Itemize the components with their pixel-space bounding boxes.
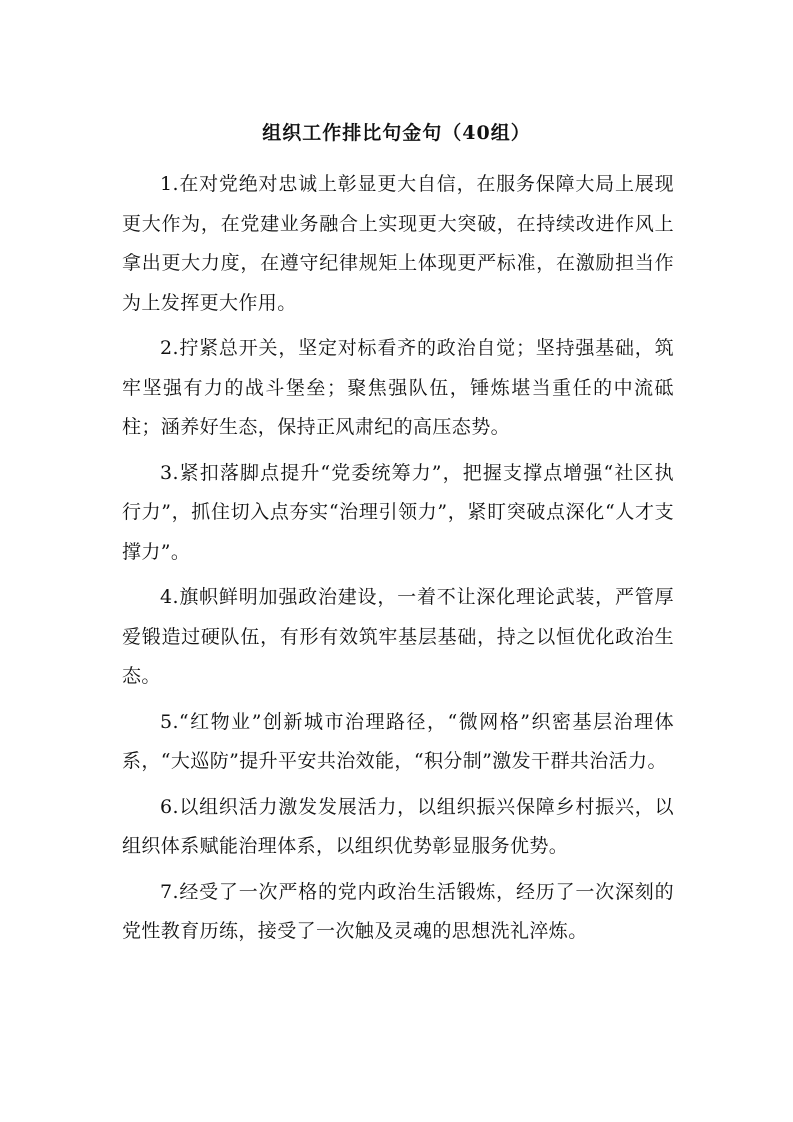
paragraph-6: 6.以组织活力激发发展活力，以组织振兴保障乡村振兴，以组织体系赋能治理体系，以组织优势彰显服务优势。	[122, 795, 674, 857]
paragraph-7: 7.经受了一次严格的党内政治生活锻炼，经历了一次深刻的党性教育历练，接受了一次触及灵魂的思想洗礼淬炼。	[122, 880, 674, 942]
document-title: 组织工作排比句金句（40组）	[262, 122, 531, 144]
paragraph-4: 4.旗帜鲜明加强政治建设，一着不让深化理论武装，严管厚爱锻造过硬队伍，有形有效筑牢基层基础，持之以恒优化政治生态。	[122, 586, 674, 687]
paragraph-3: 3.紧扣落脚点提升“党委统筹力”，把握支撑点增强“社区执行力”，抓住切入点夯实“治理引领力”，紧盯突破点深化“人才支撑力”。	[122, 461, 674, 563]
paragraph-1: 1.在对党绝对忠诚上彰显更大自信，在服务保障大局上展现更大作为，在党建业务融合上实现更大突破，在持续改进作风上拿出更大力度，在遵守纪律规矩上体现更严标准，在激励担当作为上发挥更大作用。	[122, 173, 674, 314]
paragraph-2: 2.拧紧总开关，坚定对标看齐的政治自觉；坚持强基础，筑牢坚强有力的战斗堡垒；聚焦强队伍，锤炼堪当重任的中流砥柱；涵养好生态，保持正风肃纪的高压态势。	[122, 337, 674, 438]
document-body	[122, 165, 674, 958]
paragraph-5: 5.“红物业”创新城市治理路径，“微网格”织密基层治理体系，“大巡防”提升平安共治效能，“积分制”激发干群共治活力。	[122, 710, 674, 772]
